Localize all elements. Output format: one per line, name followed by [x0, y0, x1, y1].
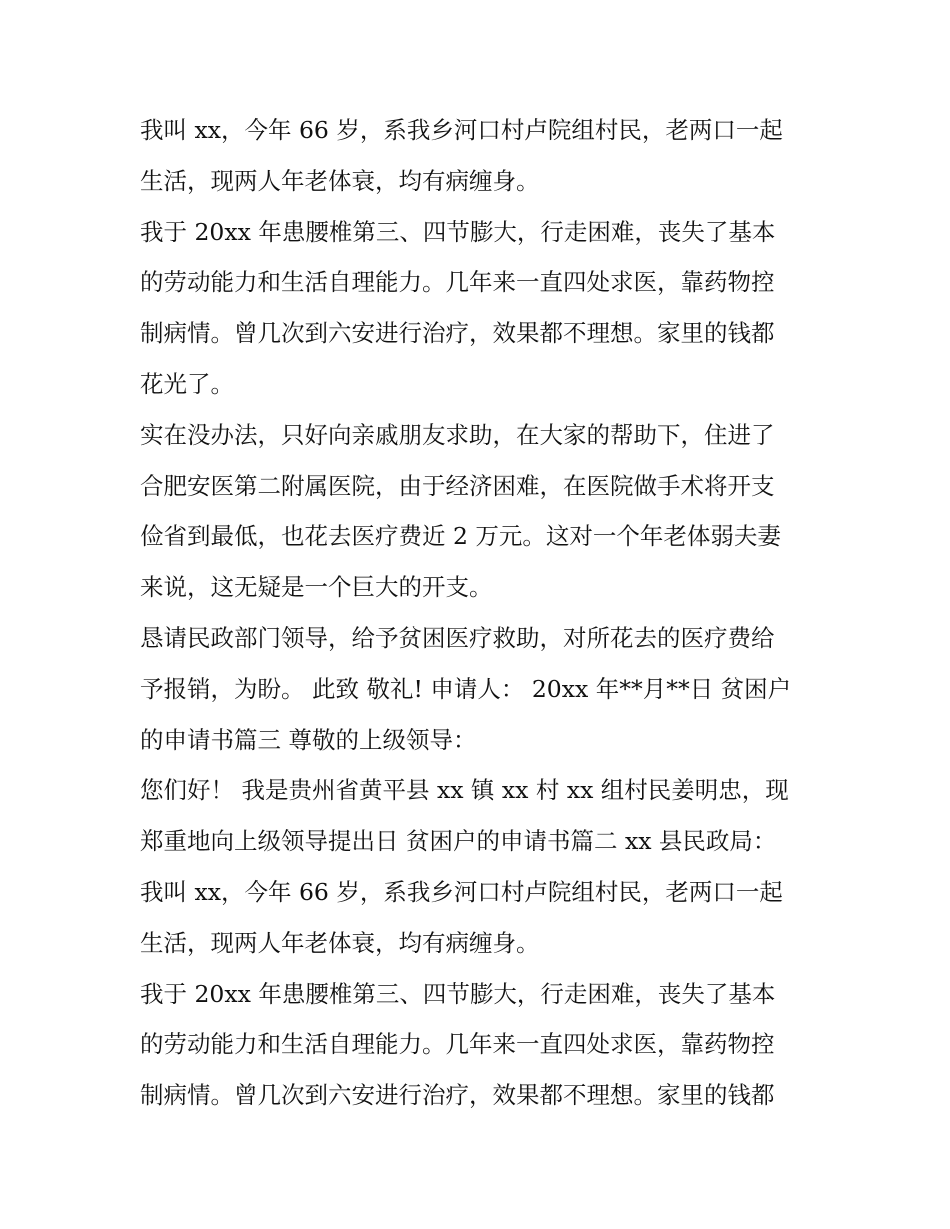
- text-line: 我于 20xx 年患腰椎第三、四节膨大，行走困难，丧失了基本: [140, 217, 776, 246]
- text-line: 花光了。: [140, 369, 234, 398]
- text-line: 我于 20xx 年患腰椎第三、四节膨大，行走困难，丧失了基本: [140, 979, 776, 1008]
- document-body: [140, 105, 820, 1121]
- text-line: 生活，现两人年老体衰，均有病缠身。: [140, 928, 540, 957]
- text-line: 恳请民政部门领导，给予贫困医疗救助，对所花去的医疗费给: [140, 623, 775, 652]
- text-line: 俭省到最低，也花去医疗费近 2 万元。这对一个年老体弱夫妻: [140, 522, 781, 551]
- text-line: 您们好！ 我是贵州省黄平县 xx 镇 xx 村 xx 组村民姜明忠，现: [140, 776, 789, 805]
- text-line: 的劳动能力和生活自理能力。几年来一直四处求医，靠药物控: [140, 268, 775, 297]
- text-line: 的申请书篇三 尊敬的上级领导：: [140, 725, 477, 754]
- text-line: 实在没办法，只好向亲戚朋友求助，在大家的帮助下，住进了: [140, 420, 775, 449]
- text-line: 合肥安医第二附属医院，由于经济困难，在医院做手术将开支: [140, 471, 775, 500]
- text-line: 制病情。曾几次到六安进行治疗，效果都不理想。家里的钱都: [140, 1081, 775, 1110]
- text-line: 的劳动能力和生活自理能力。几年来一直四处求医，靠药物控: [140, 1030, 775, 1059]
- text-line: 予报销，为盼。 此致 敬礼! 申请人： 20xx 年**月**日 贫困户: [140, 674, 792, 703]
- text-line: 制病情。曾几次到六安进行治疗，效果都不理想。家里的钱都: [140, 319, 775, 348]
- text-line: 郑重地向上级领导提出日 贫困户的申请书篇二 xx 县民政局：: [140, 827, 777, 856]
- text-line: 来说，这无疑是一个巨大的开支。: [140, 573, 493, 602]
- text-line: 我叫 xx，今年 66 岁，系我乡河口村卢院组村民，老两口一起: [140, 116, 783, 144]
- text-line: 生活，现两人年老体衰，均有病缠身。: [140, 166, 540, 195]
- text-line: 我叫 xx，今年 66 岁，系我乡河口村卢院组村民，老两口一起: [140, 877, 783, 906]
